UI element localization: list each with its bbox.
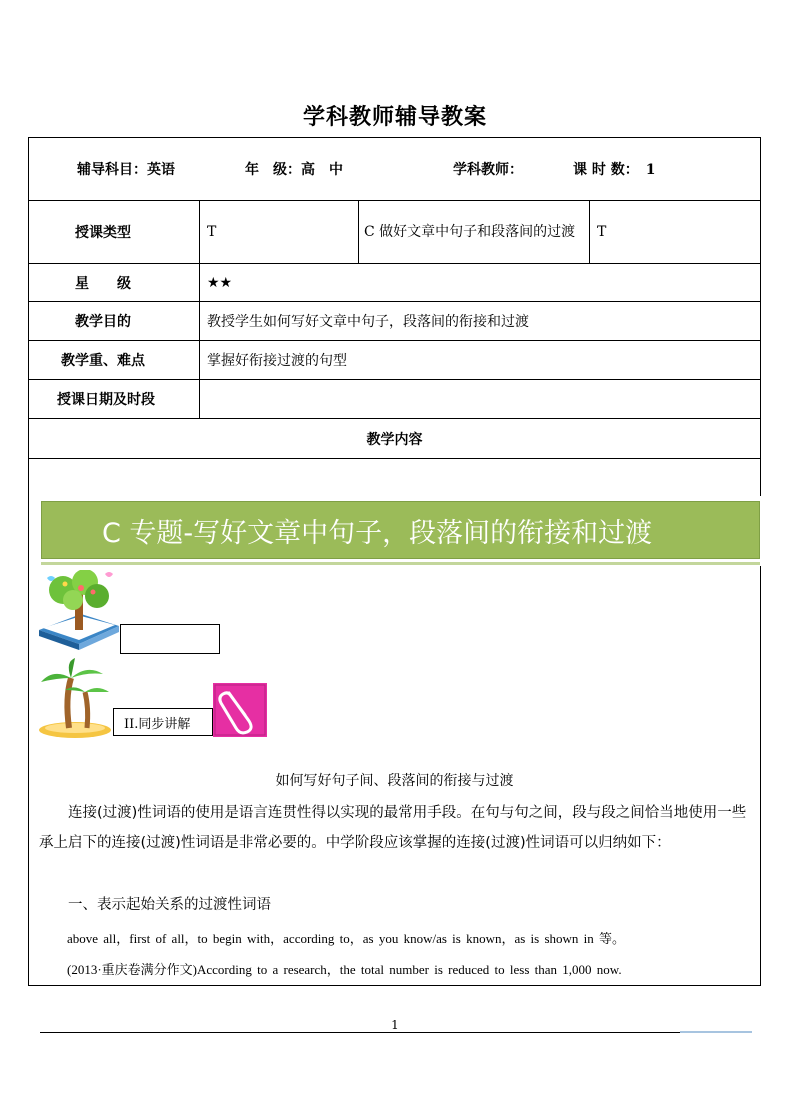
paperclip-icon	[213, 683, 267, 737]
key-value: 掌握好衔接过渡的句型	[207, 353, 347, 369]
date-label: 授课日期及时段	[57, 392, 155, 408]
topic-value: C 做好文章中句子和段落间的过渡	[364, 224, 576, 240]
content-row	[29, 419, 760, 459]
subject-label: 辅导科目：英语	[77, 162, 175, 178]
type-row	[29, 201, 760, 264]
topic-value-2: T	[597, 224, 607, 240]
teacher-label: 学科教师：	[453, 162, 523, 178]
banner-title: C 专题-写好文章中句子，段落间的衔接和过渡	[41, 501, 760, 559]
subheading: 如何写好句子间、段落间的衔接与过渡	[275, 773, 514, 789]
type-value: T	[207, 224, 217, 240]
header-row	[29, 138, 760, 201]
goal-value: 教授学生如何写好文章中句子，段落间的衔接和过渡	[207, 314, 529, 330]
point-1: 一、表示起始关系的过渡性词语	[68, 897, 271, 913]
footer-rule-accent	[680, 1031, 752, 1033]
date-row	[29, 380, 760, 419]
lesson-plan-table	[28, 137, 761, 986]
palm-island-icon	[35, 658, 115, 740]
hours-label: 课 时 数： 1	[573, 162, 656, 178]
key-row	[29, 341, 760, 380]
grade-label: 年 级：高 中	[245, 162, 343, 178]
type-label: 授课类型	[75, 225, 131, 241]
page-title: 学科教师辅导教案	[302, 104, 487, 130]
content-label: 教学内容	[366, 431, 423, 448]
tree-book-icon	[35, 570, 125, 652]
page-number: 1	[391, 1018, 399, 1032]
section2-label-box: II.同步讲解	[113, 708, 213, 736]
example-sentence: (2013·重庆卷满分作文)According to a research，the total number is reduced to less than 1,000 now.	[67, 962, 622, 977]
topic-banner	[37, 496, 762, 566]
star-value: ★★	[207, 274, 233, 291]
section1-label-box	[120, 624, 220, 654]
goal-label: 教学目的	[75, 314, 131, 330]
paragraph-1: 连接(过渡)性词语的使用是语言连贯性得以实现的最常用手段。在句与句之间，段与段之间恰当地使用一些承上启下的连接(过渡)性词语是非常必要的。中学阶段应该掌握的连接(过渡)性词语可以归纳如下：	[39, 805, 747, 851]
footer-rule	[40, 1032, 752, 1033]
star-row	[29, 264, 760, 302]
key-label: 教学重、难点	[61, 353, 145, 369]
star-label: 星 级	[75, 275, 131, 292]
goal-row	[29, 302, 760, 341]
examples-text: above all，first of all，to begin with，according to，as you know/as is known，as is shown in 等。	[67, 931, 626, 946]
